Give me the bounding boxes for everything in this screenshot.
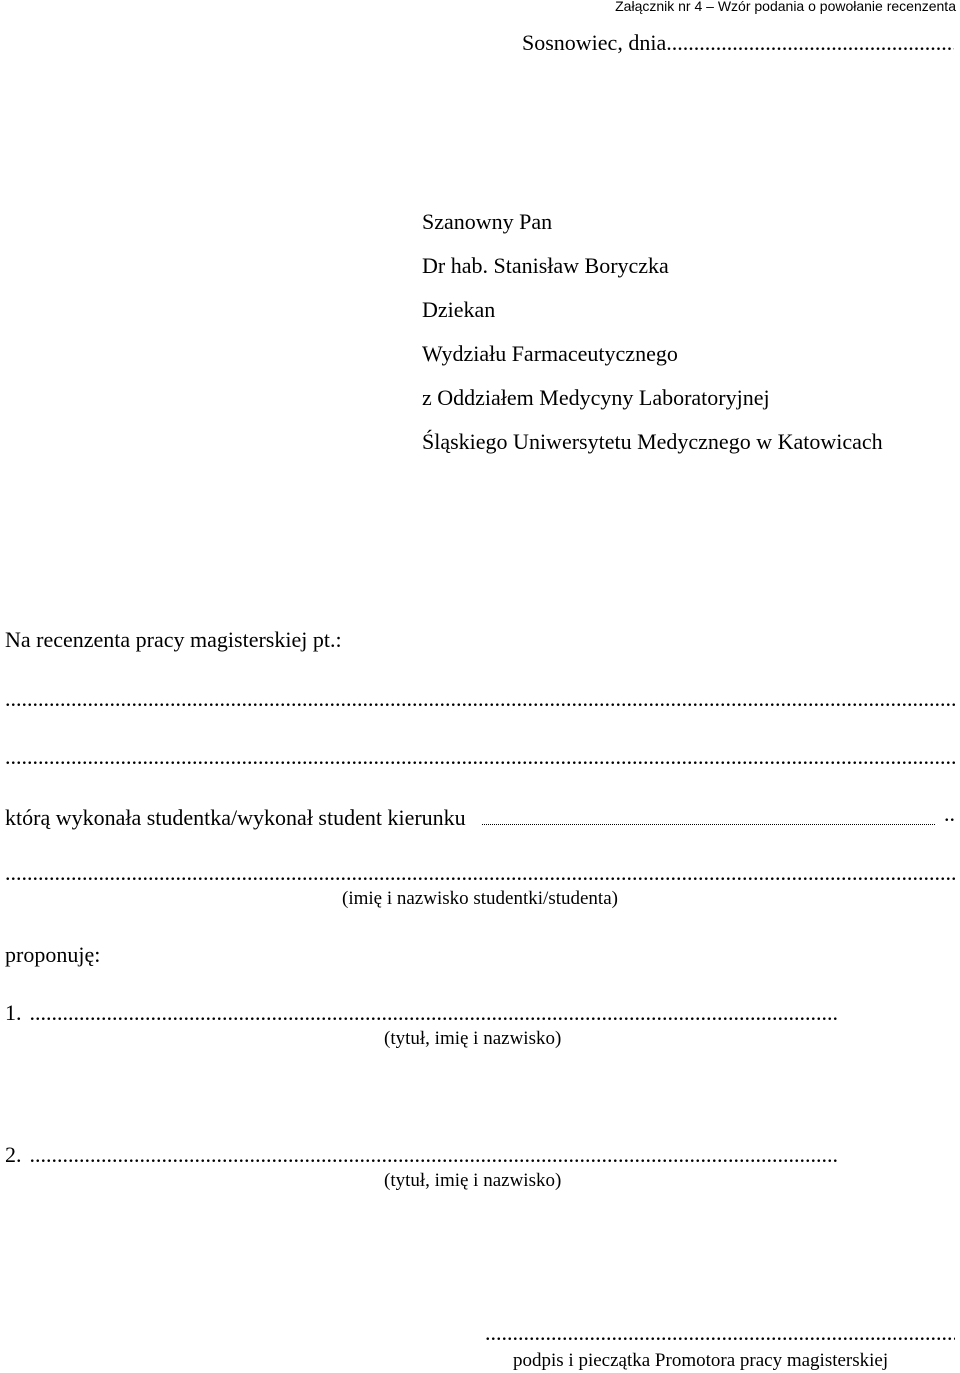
addressee-faculty-line1: Wydziału Farmaceutycznego xyxy=(422,341,678,366)
header-note: Załącznik nr 4 – Wzór podania o powołanie recenzenta xyxy=(615,0,956,14)
thesis-intro: Na recenzenta pracy magisterskiej pt.: xyxy=(5,627,342,652)
place-date-label: Sosnowiec, dnia xyxy=(522,30,667,55)
reviewer-1-dotted-line[interactable] xyxy=(30,1002,838,1024)
thesis-title-line-2[interactable] xyxy=(5,746,955,768)
author-field xyxy=(5,803,955,829)
reviewer-1-caption: (tytuł, imię i nazwisko) xyxy=(384,1028,562,1049)
addressee-faculty-line2: z Oddziałem Medycyny Laboratoryjnej xyxy=(422,385,770,410)
date-dotted-line[interactable] xyxy=(666,32,954,54)
reviewer-1-number: 1. xyxy=(5,1000,22,1025)
student-name-line[interactable] xyxy=(5,862,955,884)
reviewer-1-field xyxy=(5,1002,837,1024)
reviewer-2-number: 2. xyxy=(5,1142,22,1167)
signature-caption: podpis i pieczątka Promotora pracy magisterskiej xyxy=(513,1350,889,1371)
field-of-study-line[interactable]: .. xyxy=(482,803,955,825)
reviewer-2-caption: (tytuł, imię i nazwisko) xyxy=(384,1170,562,1191)
author-line-label: którą wykonała studentka/wykonał student kierunku xyxy=(5,805,466,830)
signature-dotted-line[interactable] xyxy=(485,1322,955,1344)
student-name-caption: (imię i nazwisko studentki/studenta) xyxy=(342,888,618,909)
addressee-position: Dziekan xyxy=(422,297,496,322)
reviewer-2-field xyxy=(5,1144,837,1166)
addressee-university: Śląskiego Uniwersytetu Medycznego w Katowicach xyxy=(422,429,883,454)
addressee-name: Dr hab. Stanisław Boryczka xyxy=(422,253,669,278)
thesis-title-line-1[interactable] xyxy=(5,688,955,710)
reviewer-2-dotted-line[interactable] xyxy=(30,1144,838,1166)
place-date-field xyxy=(522,32,954,54)
addressee-salutation: Szanowny Pan xyxy=(422,209,553,234)
proposal-label: proponuję: xyxy=(5,942,101,967)
